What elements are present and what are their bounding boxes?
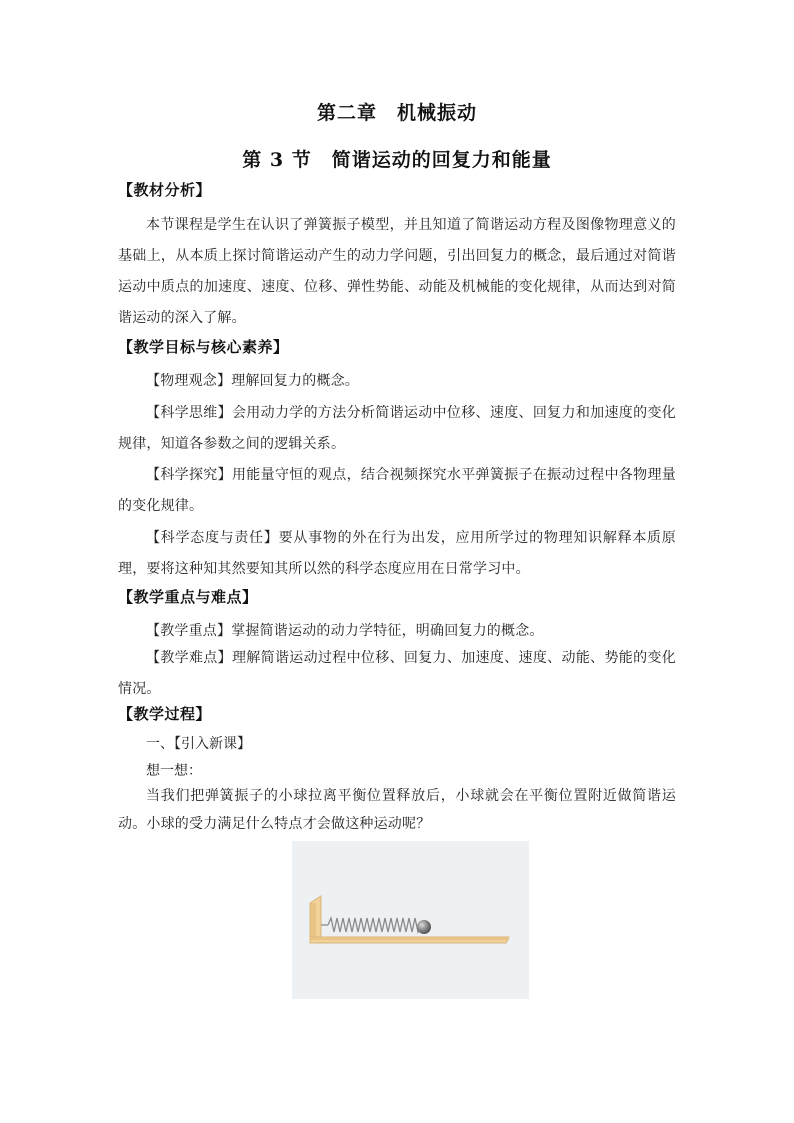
intro-label: 一、【引入新课】 <box>146 736 251 752</box>
goal-scientific-inquiry: 【科学探究】用能量守恒的观点，结合视频探究水平弹簧振子在振动过程中各物理量的变化规律。 <box>118 467 676 514</box>
heading-key-points: 【教学重点与难点】 <box>118 588 258 606</box>
difficult-point-paragraph: 【教学难点】理解简谐运动过程中位移、回复力、加速度、速度、动能、势能的变化情况。 <box>118 650 676 697</box>
goal-scientific-attitude: 【科学态度与责任】要从事物的外在行为出发，应用所学过的物理知识解释本质原理，要将这种知其然要知其所以然的科学态度应用在日常学习中。 <box>118 530 676 577</box>
heading-goals: 【教学目标与核心素养】 <box>118 338 289 356</box>
heading-teaching-process: 【教学过程】 <box>118 705 212 723</box>
chapter-title: 第二章 机械振动 <box>316 102 477 124</box>
section-title: 第 3 节 简谐运动的回复力和能量 <box>242 149 552 171</box>
material-analysis-paragraph: 本节课程是学生在认识了弹簧振子模型，并且知道了简谐运动方程及图像物理意义的基础上，从本质上探讨简谐运动产生的动力学问题，引出回复力的概念，最后通过对简谐运动中质点的加速度、速度、位移、弹性势能、动能及机械能的变化规律，从而达到对简谐运动的深入了解。 <box>118 217 676 326</box>
goal-scientific-thinking: 【科学思维】会用动力学的方法分析简谐运动中位移、速度、回复力和加速度的变化规律，知道各参数之间的逻辑关系。 <box>118 405 676 452</box>
key-point-paragraph: 【教学重点】掌握简谐运动的动力学特征，明确回复力的概念。 <box>146 623 544 639</box>
think-label: 想一想： <box>146 763 202 779</box>
spring-oscillator-figure <box>292 841 529 999</box>
goal-physics-concept: 【物理观念】理解回复力的概念。 <box>146 373 359 389</box>
spring-oscillator-illustration-icon <box>292 841 529 999</box>
question-paragraph: 当我们把弹簧振子的小球拉离平衡位置释放后，小球就会在平衡位置附近做简谐运动。小球的受力满足什么特点才会做这种运动呢？ <box>118 788 676 832</box>
heading-material-analysis: 【教材分析】 <box>118 181 212 199</box>
